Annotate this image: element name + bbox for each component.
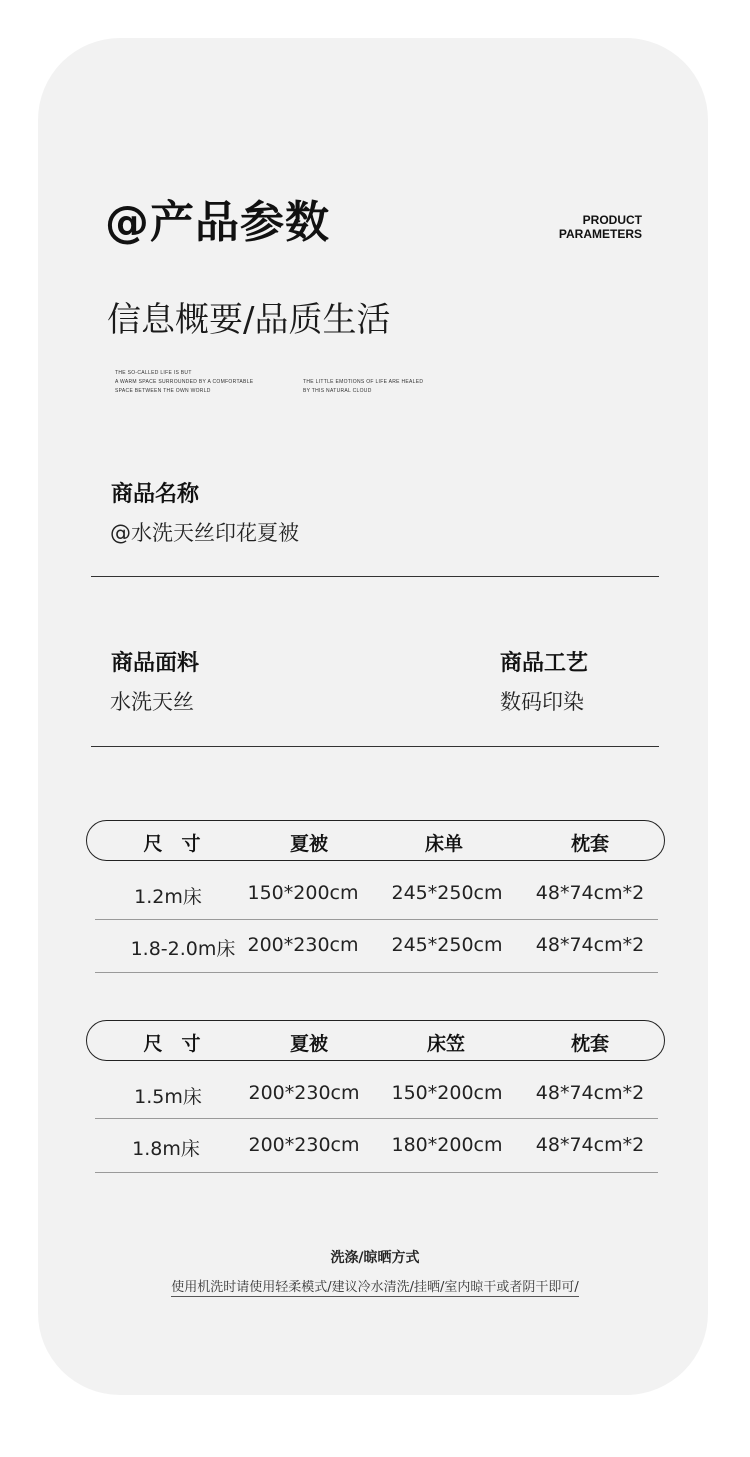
english-title-line-1: PRODUCT — [582, 213, 642, 227]
craft-label: 商品工艺 — [500, 651, 589, 676]
table-header-quilt: 夏被 — [289, 1033, 329, 1055]
table-cell: 200*230cm — [248, 1134, 360, 1156]
table-row-divider — [95, 1172, 658, 1173]
table-cell: 245*250cm — [391, 882, 503, 904]
table-cell: 200*230cm — [247, 934, 359, 956]
table-row-divider — [95, 919, 658, 920]
fabric-value: 水洗天丝 — [110, 690, 194, 714]
table-header-sheet: 床单 — [424, 833, 464, 855]
table-cell: 245*250cm — [391, 934, 503, 956]
table-cell: 1.8m床 — [132, 1138, 200, 1160]
table-cell: 1.8-2.0m床 — [130, 938, 236, 960]
tiny-caption-left-line: SPACE BETWEEN THE OWN WORLD — [115, 388, 211, 394]
table-header-size: 尺 寸 — [143, 833, 201, 855]
table-cell: 48*74cm*2 — [535, 1134, 645, 1156]
table-cell: 1.5m床 — [134, 1086, 202, 1108]
table-row-divider — [95, 972, 658, 973]
product-name-label: 商品名称 — [111, 482, 200, 507]
page-title: @产品参数 — [105, 197, 330, 248]
table-cell: 48*74cm*2 — [535, 882, 645, 904]
tiny-caption-right-line: THE LITTLE EMOTIONS OF LIFE ARE HEALED — [303, 379, 424, 385]
page-subtitle: 信息概要/品质生活 — [107, 300, 391, 340]
table-header-pillowcase: 枕套 — [570, 1033, 610, 1055]
size-table-2-header — [86, 1020, 665, 1061]
table-cell: 150*200cm — [391, 1082, 503, 1104]
care-instructions — [0, 1276, 750, 1295]
product-name-value: @水洗天丝印花夏被 — [110, 521, 299, 545]
tiny-caption-right — [303, 378, 423, 396]
table-header-quilt: 夏被 — [289, 833, 329, 855]
divider — [91, 576, 659, 577]
care-instructions-text: 使用机洗时请使用轻柔模式/建议冷水清洗/挂晒/室内晾干或者阴干即可/ — [171, 1280, 579, 1295]
fabric-label: 商品面料 — [111, 651, 200, 676]
tiny-caption-left — [115, 369, 253, 396]
table-cell: 1.2m床 — [134, 886, 202, 908]
size-table-1-header — [86, 820, 665, 861]
table-cell: 48*74cm*2 — [535, 1082, 645, 1104]
tiny-caption-left-line: A WARM SPACE SURROUNDED BY A COMFORTABLE — [115, 379, 254, 385]
table-header-pillowcase: 枕套 — [570, 833, 610, 855]
table-header-fitted-sheet: 床笠 — [426, 1033, 466, 1055]
table-cell: 180*200cm — [391, 1134, 503, 1156]
table-cell: 48*74cm*2 — [535, 934, 645, 956]
tiny-caption-right-line: BY THIS NATURAL CLOUD — [303, 388, 372, 394]
english-title — [559, 213, 642, 241]
table-cell: 150*200cm — [247, 882, 359, 904]
english-title-line-2: PARAMETERS — [558, 227, 642, 241]
care-title: 洗涤/晾晒方式 — [330, 1250, 420, 1266]
table-row-divider — [95, 1118, 658, 1119]
table-cell: 200*230cm — [248, 1082, 360, 1104]
divider — [91, 746, 659, 747]
tiny-caption-left-line: THE SO-CALLED LIFE IS BUT — [115, 370, 192, 376]
table-header-size: 尺 寸 — [143, 1033, 201, 1055]
craft-value: 数码印染 — [500, 690, 584, 714]
